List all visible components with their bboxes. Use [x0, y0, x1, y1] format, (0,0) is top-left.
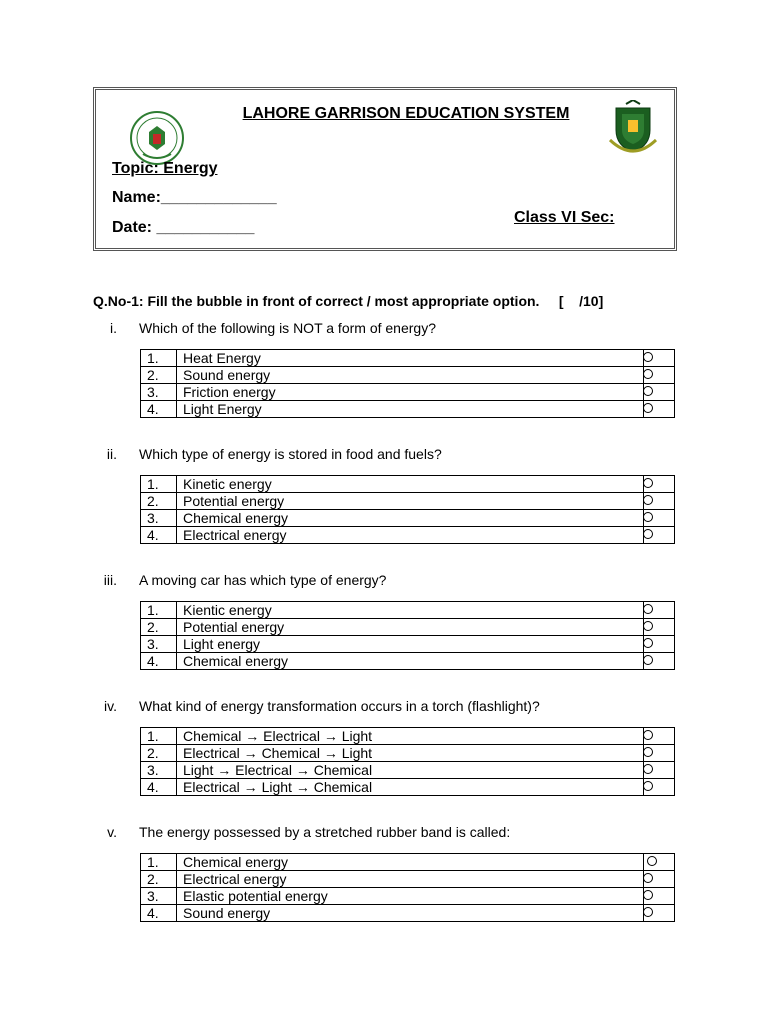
bubble-cell — [644, 779, 675, 796]
option-text: Electrical → Light → Chemical — [177, 779, 644, 796]
option-text: Kinetic energy — [177, 476, 644, 493]
option-text: Light → Electrical → Chemical — [177, 762, 644, 779]
options-table — [140, 475, 675, 544]
answer-bubble[interactable] — [643, 890, 653, 900]
option-text: Sound energy — [177, 905, 644, 922]
answer-bubble[interactable] — [643, 369, 653, 379]
option-row — [141, 401, 675, 418]
class-section-field[interactable]: Class VI Sec: — [514, 209, 615, 226]
option-text: Elastic potential energy — [177, 888, 644, 905]
question-number: iii. — [103, 572, 117, 588]
option-number: 4. — [141, 527, 177, 544]
bubble-cell — [644, 854, 675, 871]
option-number: 2. — [141, 745, 177, 762]
option-number: 4. — [141, 779, 177, 796]
answer-bubble[interactable] — [643, 495, 653, 505]
question-number: iv. — [104, 698, 117, 714]
question-number: v. — [107, 824, 117, 840]
option-number: 3. — [141, 762, 177, 779]
option-text: Kientic energy — [177, 602, 644, 619]
options-table — [140, 853, 675, 922]
answer-bubble[interactable] — [643, 604, 653, 614]
options-table — [140, 349, 675, 418]
option-text: Potential energy — [177, 619, 644, 636]
topic-label: Topic: Energy — [112, 160, 218, 177]
answer-bubble[interactable] — [643, 638, 653, 648]
answer-bubble[interactable] — [643, 529, 653, 539]
question-text: The energy possessed by a stretched rubber band is called: — [139, 824, 511, 840]
question-number: i. — [110, 320, 117, 336]
option-number: 3. — [141, 636, 177, 653]
option-number: 1. — [141, 602, 177, 619]
option-text: Electrical energy — [177, 871, 644, 888]
option-row — [141, 854, 675, 871]
option-row — [141, 367, 675, 384]
answer-bubble[interactable] — [643, 747, 653, 757]
option-text: Light Energy — [177, 401, 644, 418]
answer-bubble[interactable] — [643, 512, 653, 522]
bubble-cell — [644, 384, 675, 401]
option-number: 3. — [141, 510, 177, 527]
bubble-cell — [644, 871, 675, 888]
option-text: Chemical energy — [177, 854, 644, 871]
answer-bubble[interactable] — [643, 403, 653, 413]
question-text: What kind of energy transformation occurs in a torch (flashlight)? — [139, 698, 540, 714]
option-text: Electrical → Chemical → Light — [177, 745, 644, 762]
bubble-cell — [644, 350, 675, 367]
option-row — [141, 762, 675, 779]
bubble-cell — [644, 476, 675, 493]
bubble-cell — [644, 653, 675, 670]
header-box — [93, 87, 677, 251]
bubble-cell — [644, 527, 675, 544]
option-row — [141, 493, 675, 510]
option-text: Electrical energy — [177, 527, 644, 544]
option-text: Friction energy — [177, 384, 644, 401]
answer-bubble[interactable] — [643, 478, 653, 488]
option-row — [141, 653, 675, 670]
option-row — [141, 779, 675, 796]
option-number: 2. — [141, 493, 177, 510]
option-row — [141, 888, 675, 905]
bubble-cell — [644, 510, 675, 527]
name-field[interactable]: Name:_____________ — [112, 189, 277, 206]
bubble-cell — [644, 888, 675, 905]
option-row — [141, 510, 675, 527]
answer-bubble[interactable] — [643, 621, 653, 631]
question-number: ii. — [106, 446, 117, 462]
option-row — [141, 636, 675, 653]
option-text: Heat Energy — [177, 350, 644, 367]
option-row — [141, 350, 675, 367]
option-row — [141, 905, 675, 922]
answer-bubble[interactable] — [643, 781, 653, 791]
school-logo-right — [606, 100, 660, 160]
answer-bubble[interactable] — [643, 873, 653, 883]
option-number: 4. — [141, 905, 177, 922]
section-heading: Q.No-1: Fill the bubble in front of correct / most appropriate option. [ /10] — [93, 293, 604, 309]
bubble-cell — [644, 728, 675, 745]
option-text: Light energy — [177, 636, 644, 653]
option-number: 3. — [141, 384, 177, 401]
answer-bubble[interactable] — [643, 655, 653, 665]
bubble-cell — [644, 762, 675, 779]
answer-bubble[interactable] — [643, 764, 653, 774]
option-row — [141, 871, 675, 888]
answer-bubble[interactable] — [643, 907, 653, 917]
option-number: 1. — [141, 854, 177, 871]
bubble-cell — [644, 401, 675, 418]
option-number: 1. — [141, 476, 177, 493]
question-text: Which of the following is NOT a form of energy? — [139, 320, 436, 336]
option-number: 2. — [141, 367, 177, 384]
bubble-cell — [644, 619, 675, 636]
option-number: 4. — [141, 401, 177, 418]
answer-bubble[interactable] — [643, 352, 653, 362]
answer-bubble[interactable] — [643, 386, 653, 396]
bubble-cell — [644, 636, 675, 653]
option-number: 2. — [141, 871, 177, 888]
bubble-cell — [644, 602, 675, 619]
option-row — [141, 619, 675, 636]
option-row — [141, 602, 675, 619]
option-number: 4. — [141, 653, 177, 670]
bubble-cell — [644, 493, 675, 510]
answer-bubble[interactable] — [647, 856, 657, 866]
option-number: 2. — [141, 619, 177, 636]
bubble-cell — [644, 367, 675, 384]
school-title: LAHORE GARRISON EDUCATION SYSTEM — [242, 105, 570, 122]
option-text: Chemical → Electrical → Light — [177, 728, 644, 745]
option-row — [141, 476, 675, 493]
option-row — [141, 527, 675, 544]
options-table — [140, 601, 675, 670]
option-text: Potential energy — [177, 493, 644, 510]
date-field[interactable]: Date: ___________ — [112, 219, 255, 236]
option-row — [141, 745, 675, 762]
option-number: 1. — [141, 728, 177, 745]
question-text: Which type of energy is stored in food and fuels? — [139, 446, 442, 462]
bubble-cell — [644, 745, 675, 762]
question-text: A moving car has which type of energy? — [139, 572, 387, 588]
school-logo-left — [129, 110, 185, 166]
bubble-cell — [644, 905, 675, 922]
option-text: Chemical energy — [177, 653, 644, 670]
options-table — [140, 727, 675, 796]
option-row — [141, 728, 675, 745]
option-text: Sound energy — [177, 367, 644, 384]
option-number: 3. — [141, 888, 177, 905]
option-text: Chemical energy — [177, 510, 644, 527]
answer-bubble[interactable] — [643, 730, 653, 740]
option-row — [141, 384, 675, 401]
option-number: 1. — [141, 350, 177, 367]
